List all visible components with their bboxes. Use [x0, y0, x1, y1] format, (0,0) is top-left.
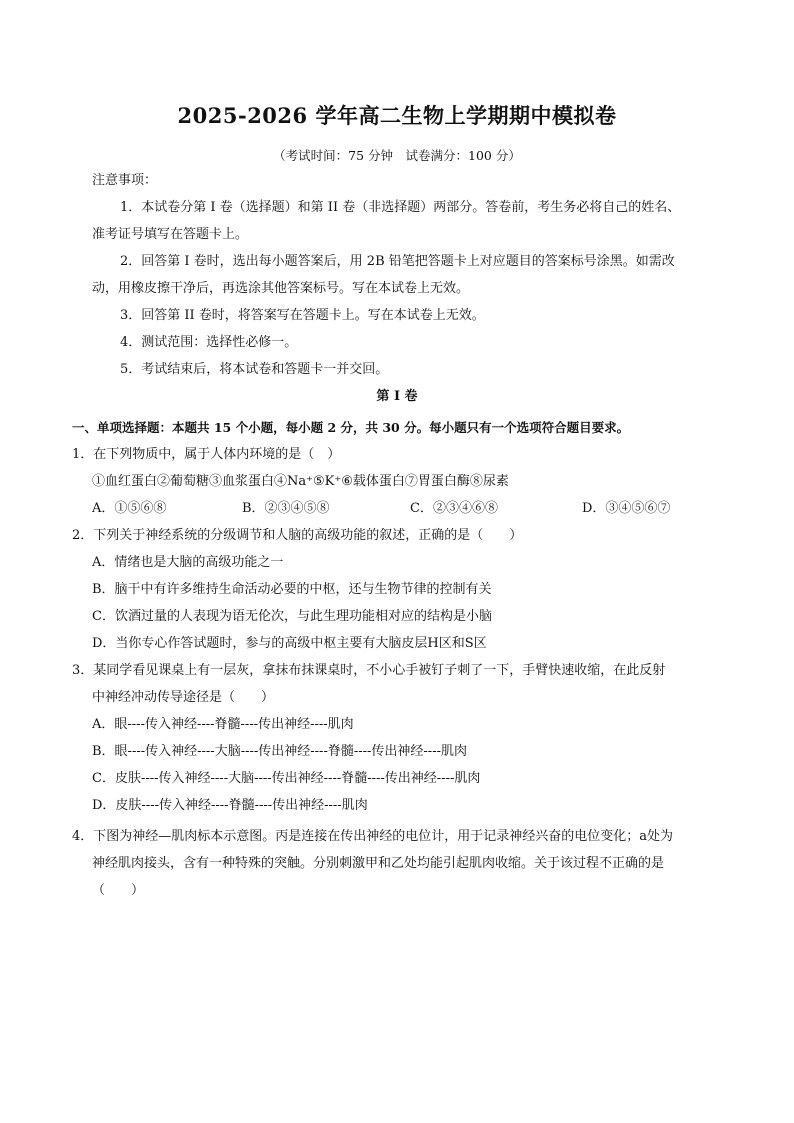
- notice-item: 动，用橡皮擦干净后，再选涂其他答案标号。写在本试卷上无效。: [92, 281, 470, 296]
- option-d: D．当你专心作答试题时，参与的高级中枢主要有大脑皮层H区和S区: [92, 636, 487, 651]
- section-instruction: 一、单项选择题：本题共 15 个小题，每小题 2 分，共 30 分。每小题只有一个选项符合题目要求。: [72, 420, 630, 435]
- notice-item: 5．考试结束后，将本试卷和答题卡一并交回。: [120, 362, 389, 377]
- question-2-stem: 2．下列关于神经系统的分级调节和人脑的高级功能的叙述，正确的是（ ）: [72, 528, 523, 543]
- notice-item: 2．回答第 I 卷时，选出每小题答案后，用 2B 铅笔把答题卡上对应题目的答案标号涂黑。如需改: [120, 254, 675, 269]
- notice-heading: 注意事项：: [92, 173, 158, 188]
- exam-subtitle: （考试时间：75 分钟 试卷满分：100 分）: [273, 148, 521, 163]
- notice-item: 1．本试卷分第 I 卷（选择题）和第 II 卷（非选择题）两部分。答卷前，考生务必将自己的姓名、: [120, 200, 681, 215]
- option-b: B．脑干中有许多维持生命活动必要的中枢，还与生物节律的控制有关: [92, 582, 492, 597]
- option-a: A．①⑤⑥⑧: [92, 501, 167, 516]
- question-3-stem-cont: 中神经冲动传导途径是（ ）: [92, 690, 275, 705]
- option-d: D．③④⑤⑥⑦: [582, 501, 671, 516]
- question-4-answer-blank: （ ）: [92, 883, 145, 898]
- option-a: A．眼----传入神经----脊髓----传出神经----肌肉: [92, 717, 354, 732]
- option-c: C．饮酒过量的人表现为语无伦次，与此生理功能相对应的结构是小脑: [92, 609, 492, 624]
- question-3-stem: 3．某同学看见课桌上有一层灰，拿抹布抹课桌时，不小心手被钉子刺了一下，手臂快速收缩，在此反射: [72, 663, 666, 678]
- notice-item: 3．回答第 II 卷时，将答案写在答题卡上。写在本试卷上无效。: [120, 308, 485, 323]
- section-title: 第 I 卷: [376, 389, 418, 404]
- question-4-stem: 4．下图为神经—肌肉标本示意图。丙是连接在传出神经的电位计，用于记录神经兴奋的电位变化；a处为: [72, 829, 674, 844]
- question-4-stem-cont: 神经肌肉接头，含有一种特殊的突触。分别刺激甲和乙处均能引起肌肉收缩。关于该过程不正确的是: [92, 856, 665, 871]
- notice-item: 准考证号填写在答题卡上。: [92, 227, 249, 242]
- option-b: B．眼----传入神经----大脑----传出神经----脊髓----传出神经----肌肉: [92, 744, 467, 759]
- option-b: B．②③④⑤⑧: [242, 501, 330, 516]
- option-c: C．②③④⑥⑧: [410, 501, 498, 516]
- exam-title: 2025-2026 学年高二生物上学期期中模拟卷: [177, 103, 617, 128]
- question-1-stem: 1．在下列物质中，属于人体内环境的是（ ）: [72, 447, 341, 462]
- question-1-options: [92, 500, 670, 518]
- question-1-items: ①血红蛋白②葡萄糖③血浆蛋白④Na⁺⑤K⁺⑥载体蛋白⑦胃蛋白酶⑧尿素: [92, 474, 509, 489]
- option-c: C．皮肤----传入神经----大脑----传出神经----脊髓----传出神经----肌肉: [92, 771, 481, 786]
- option-a: A．情绪也是大脑的高级功能之一: [92, 555, 284, 570]
- notice-item: 4．测试范围：选择性必修一。: [120, 335, 298, 350]
- option-d: D．皮肤----传入神经----脊髓----传出神经----肌肉: [92, 798, 368, 813]
